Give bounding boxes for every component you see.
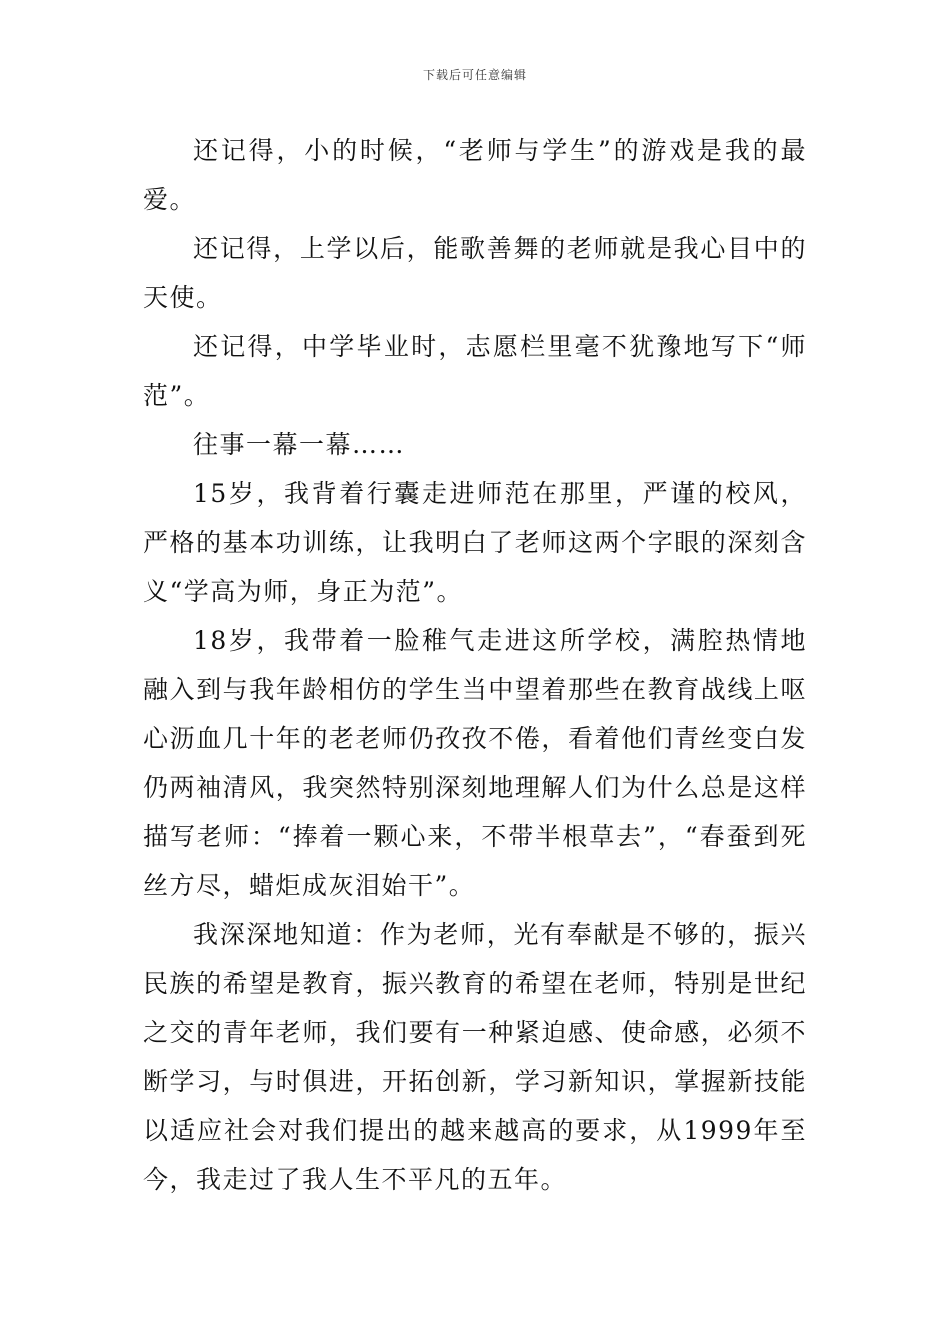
paragraph: 还记得，中学毕业时，志愿栏里毫不犹豫地写下“师范”。 [143,332,807,410]
page-header: 下载后可任意编辑 [422,68,527,82]
paragraph: 还记得，小的时候，“老师与学生”的游戏是我的最爱。 [143,136,807,214]
document-body [143,126,807,1204]
paragraph: 我深深地知道：作为老师，光有奉献是不够的，振兴民族的希望是教育，振兴教育的希望在老师，特别是世纪之交的青年老师，我们要有一种紧迫感、使命感，必须不断学习，与时俱进，开拓创新，学习新知识，掌握新技能以适应社会对我们提出的越来越高的要求，从1999年至今，我走过了我人生不平凡的五年。 [143,920,807,1194]
paragraph: 往事一幕一幕…… [193,430,406,459]
paragraph: 18岁，我带着一脸稚气走进这所学校，满腔热情地融入到与我年龄相仿的学生当中望着那些在教育战线上呕心沥血几十年的老老师仍孜孜不倦，看着他们青丝变白发仍两袖清风，我突然特别深刻地理解人们为什么总是这样描写老师：“捧着一颗心来，不带半根草去”，“春蚕到死丝方尽，蜡炬成灰泪始干”。 [143,626,807,900]
paragraph: 15岁，我背着行囊走进师范在那里，严谨的校风，严格的基本功训练，让我明白了老师这两个字眼的深刻含义“学高为师，身正为范”。 [143,479,807,606]
paragraph: 还记得，上学以后，能歌善舞的老师就是我心目中的天使。 [143,234,807,312]
